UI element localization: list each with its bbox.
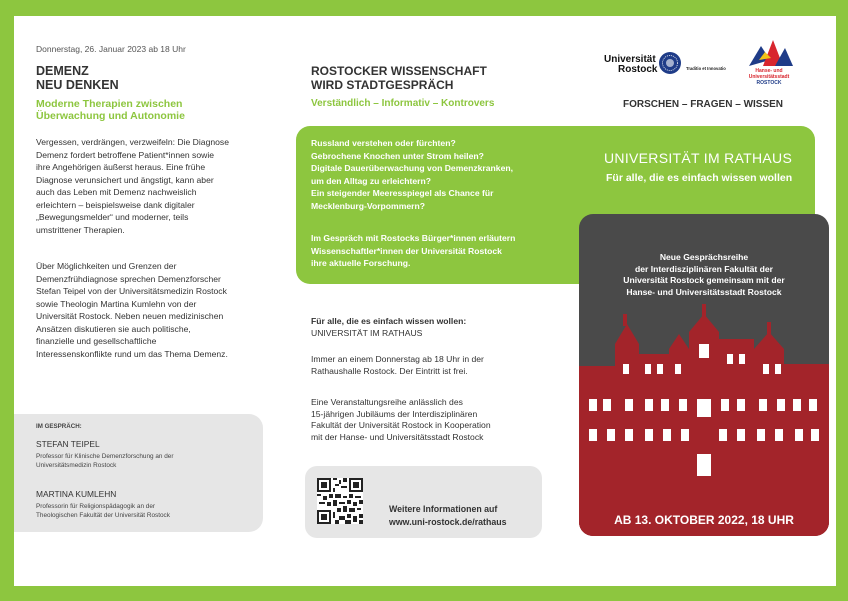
promo-text: Neue Gesprächsreihe der Interdisziplinären Fakultät der Universität Rostock gemeinsam mit der Hanse- und Universitätsstadt Rostock: [623, 252, 785, 297]
questions-list: Russland verstehen oder fürchten? Gebrochene Knochen unter Strom heilen? Digitale Dauerüberwachung von Demenzkranken, um den Alltag zu erleichtern? Ein steigender Meeresspiegel als Chance für Mecklenburg-Vorpommern?: [311, 138, 514, 211]
event-title: DEMENZ NEU DENKEN: [36, 64, 119, 92]
qr-code-icon[interactable]: [317, 478, 363, 524]
frame-right: [836, 0, 848, 601]
series-lead: Für alle, die es einfach wissen wollen: UNIVERSITÄT IM RATHAUS: [311, 316, 467, 338]
uir-title: UNIVERSITÄT IM RATHAUS: [604, 150, 793, 166]
speaker-description: Professorin für Religionspädagogik an der Theologischen Fakultät der Universität Rostock: [36, 503, 170, 519]
uir-subtitle: Für alle, die es einfach wissen wollen: [606, 172, 793, 184]
speakers-paragraph: Über Möglichkeiten und Grenzen der Demenzfrühdiagnose sprechen Demenzforscher Stefan Teipel von der Universitätsmedizin Rostock sowie Theologin Martina Kumlehn von der Universität Rostock. Neben neuen medizinischen Ansätzen diskutieren sie auch politische, finanzielle und gesellschaftliche Interessenskonflikte rund um das Thema Demenz.: [36, 261, 228, 359]
university-seal-icon: [659, 52, 681, 74]
speaker-name: STEFAN TEIPEL: [36, 439, 100, 449]
questions-outro: Im Gespräch mit Rostocks Bürger*innen erläutern Wissenschaftler*innen der Universität Rostock ihre aktuelle Forschung.: [311, 233, 516, 268]
series-subtitle: Verständlich – Informativ – Kontrovers: [311, 98, 495, 109]
frame-top: [0, 0, 848, 16]
city-logo-icon: [745, 36, 795, 68]
info-link[interactable]: Weitere Informationen auf www.uni-rostock.de/rathaus: [389, 504, 507, 527]
university-logo-text: Universität Rostock: [604, 54, 658, 75]
start-date-banner: AB 13. OKTOBER 2022, 18 UHR: [614, 513, 794, 527]
seal-icon: [659, 52, 681, 74]
event-date: Donnerstag, 26. Januar 2023 ab 18 Uhr: [36, 44, 186, 54]
anniversary-paragraph: Eine Veranstaltungsreihe anlässlich des 15-jährigen Jubiläums der Interdisziplinären Fakultät der Universität Rostock in Kooperation mit der Hanse- und Universitätsstadt Rostock: [311, 397, 491, 442]
slogan: FORSCHEN – FRAGEN – WISSEN: [623, 99, 784, 110]
series-title: ROSTOCKER WISSENSCHAFT WIRD STADTGESPRÄCH: [311, 64, 487, 92]
intro-paragraph: Vergessen, verdrängen, verzweifeln: Die Diagnose Demenz fordert betroffene Patient*innen sowie ihre Angehörigen äußerst heraus. Eine frühe Diagnose verunsichert und ängstigt, kann aber auch das Leben mit Demenz nachweislich erleichtern – beispielsweise dank digitaler „Bewegungsmelder“ und moderner, teils umstrittener Therapien.: [36, 137, 229, 235]
venue-paragraph: Immer an einem Donnerstag ab 18 Uhr in der Rathaushalle Rostock. Der Eintritt ist frei.: [311, 354, 484, 376]
city-logo-text: Hanse- und Universitätsstadt ROSTOCK: [748, 68, 790, 86]
university-tagline: Traditio et Innovatio: [686, 66, 726, 71]
event-subtitle: Moderne Therapien zwischen Überwachung und Autonomie: [36, 98, 185, 122]
frame-bottom: [0, 586, 848, 601]
frame-left: [0, 0, 14, 601]
speakers-heading: IM GESPRÄCH:: [36, 423, 82, 430]
speaker-description: Professor für Klinische Demenzforschung an der Universitätsmedizin Rostock: [36, 453, 174, 469]
speaker-name: MARTINA KUMLEHN: [36, 489, 117, 499]
